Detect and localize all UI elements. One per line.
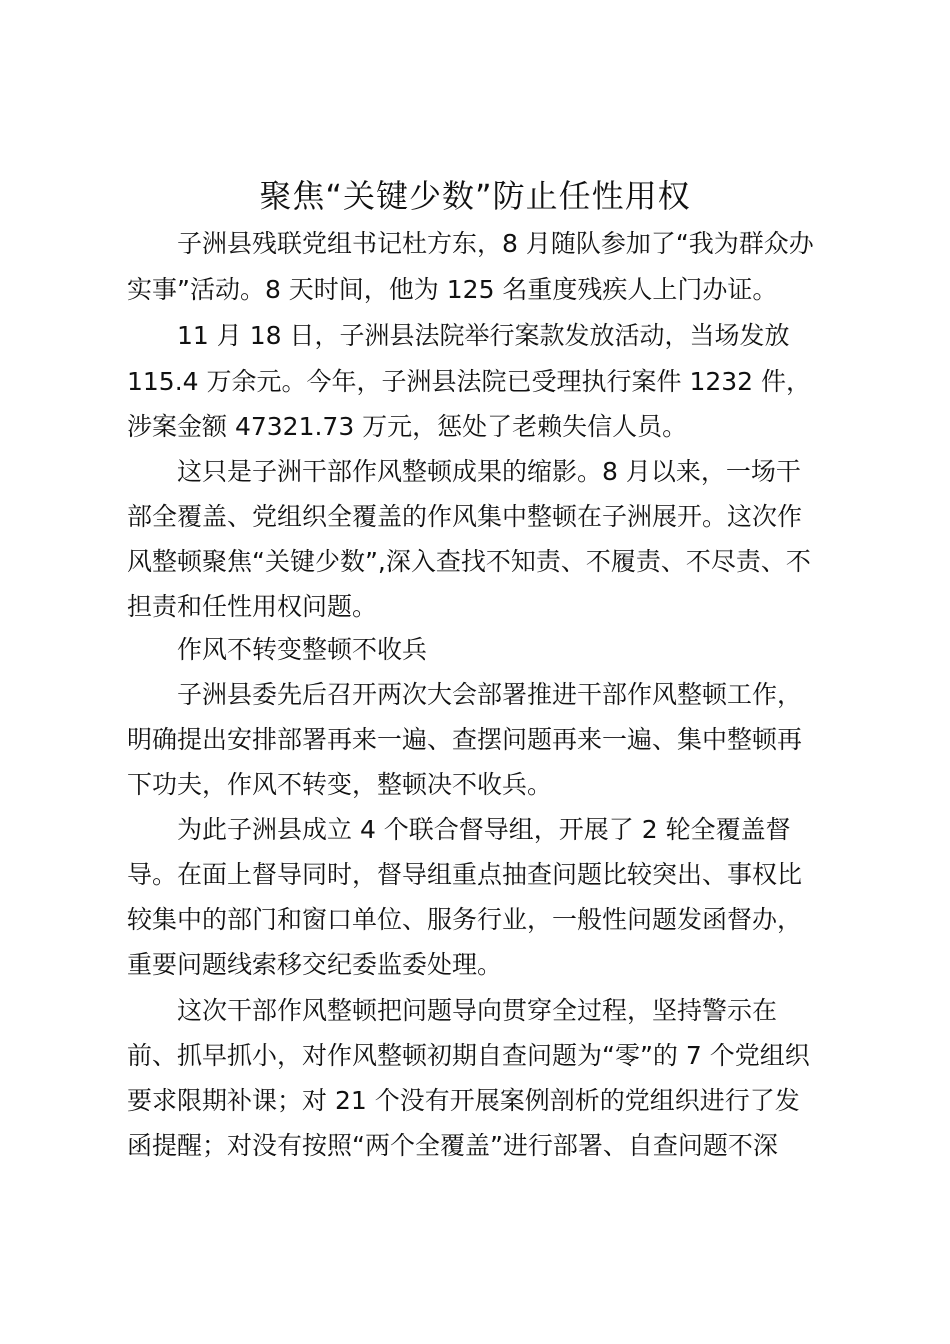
body-line: 部全覆盖、党组织全覆盖的作风集中整顿在子洲展开。这次作 (127, 502, 803, 531)
body-line: 明确提出安排部署再来一遍、查摆问题再来一遍、集中整顿再 (127, 725, 803, 754)
body-line: 函提醒；对没有按照“两个全覆盖”进行部署、自查问题不深 (127, 1131, 778, 1160)
body-line: 子洲县委先后召开两次大会部署推进干部作风整顿工作， (177, 680, 803, 709)
body-line: 导。在面上督导同时，督导组重点抽查问题比较突出、事权比 (127, 860, 803, 889)
body-line: 重要问题线索移交纪委监委处理。 (127, 950, 503, 979)
body-line: 子洲县残联党组书记杜方东，8 月随队参加了“我为群众办 (177, 229, 814, 258)
body-line: 较集中的部门和窗口单位、服务行业，一般性问题发函督办， (127, 905, 803, 934)
body-line: 115.4 万余元。今年，子洲县法院已受理执行案件 1232 件， (127, 367, 812, 396)
body-line: 担责和任性用权问题。 (127, 592, 378, 621)
section-heading: 作风不转变整顿不收兵 (177, 635, 428, 664)
body-line: 这只是子洲干部作风整顿成果的缩影。8 月以来，一场干 (177, 457, 801, 486)
body-line: 风整顿聚焦“关键少数”,深入查找不知责、不履责、不尽责、不 (127, 547, 811, 576)
body-line: 这次干部作风整顿把问题导向贯穿全过程，坚持警示在 (177, 996, 778, 1025)
body-line: 要求限期补课；对 21 个没有开展案例剖析的党组织进行了发 (127, 1086, 800, 1115)
body-line: 11 月 18 日，子洲县法院举行案款发放活动，当场发放 (177, 321, 790, 350)
body-line: 实事”活动。8 天时间，他为 125 名重度残疾人上门办证。 (127, 275, 778, 304)
document-title: 聚焦“关键少数”防止任性用权 (259, 177, 691, 215)
body-line: 下功夫，作风不转变，整顿决不收兵。 (127, 770, 553, 799)
body-line: 前、抓早抓小，对作风整顿初期自查问题为“零”的 7 个党组织 (127, 1041, 810, 1070)
body-line: 涉案金额 47321.73 万元，惩处了老赖失信人员。 (127, 412, 688, 441)
body-line: 为此子洲县成立 4 个联合督导组，开展了 2 轮全覆盖督 (177, 815, 791, 844)
